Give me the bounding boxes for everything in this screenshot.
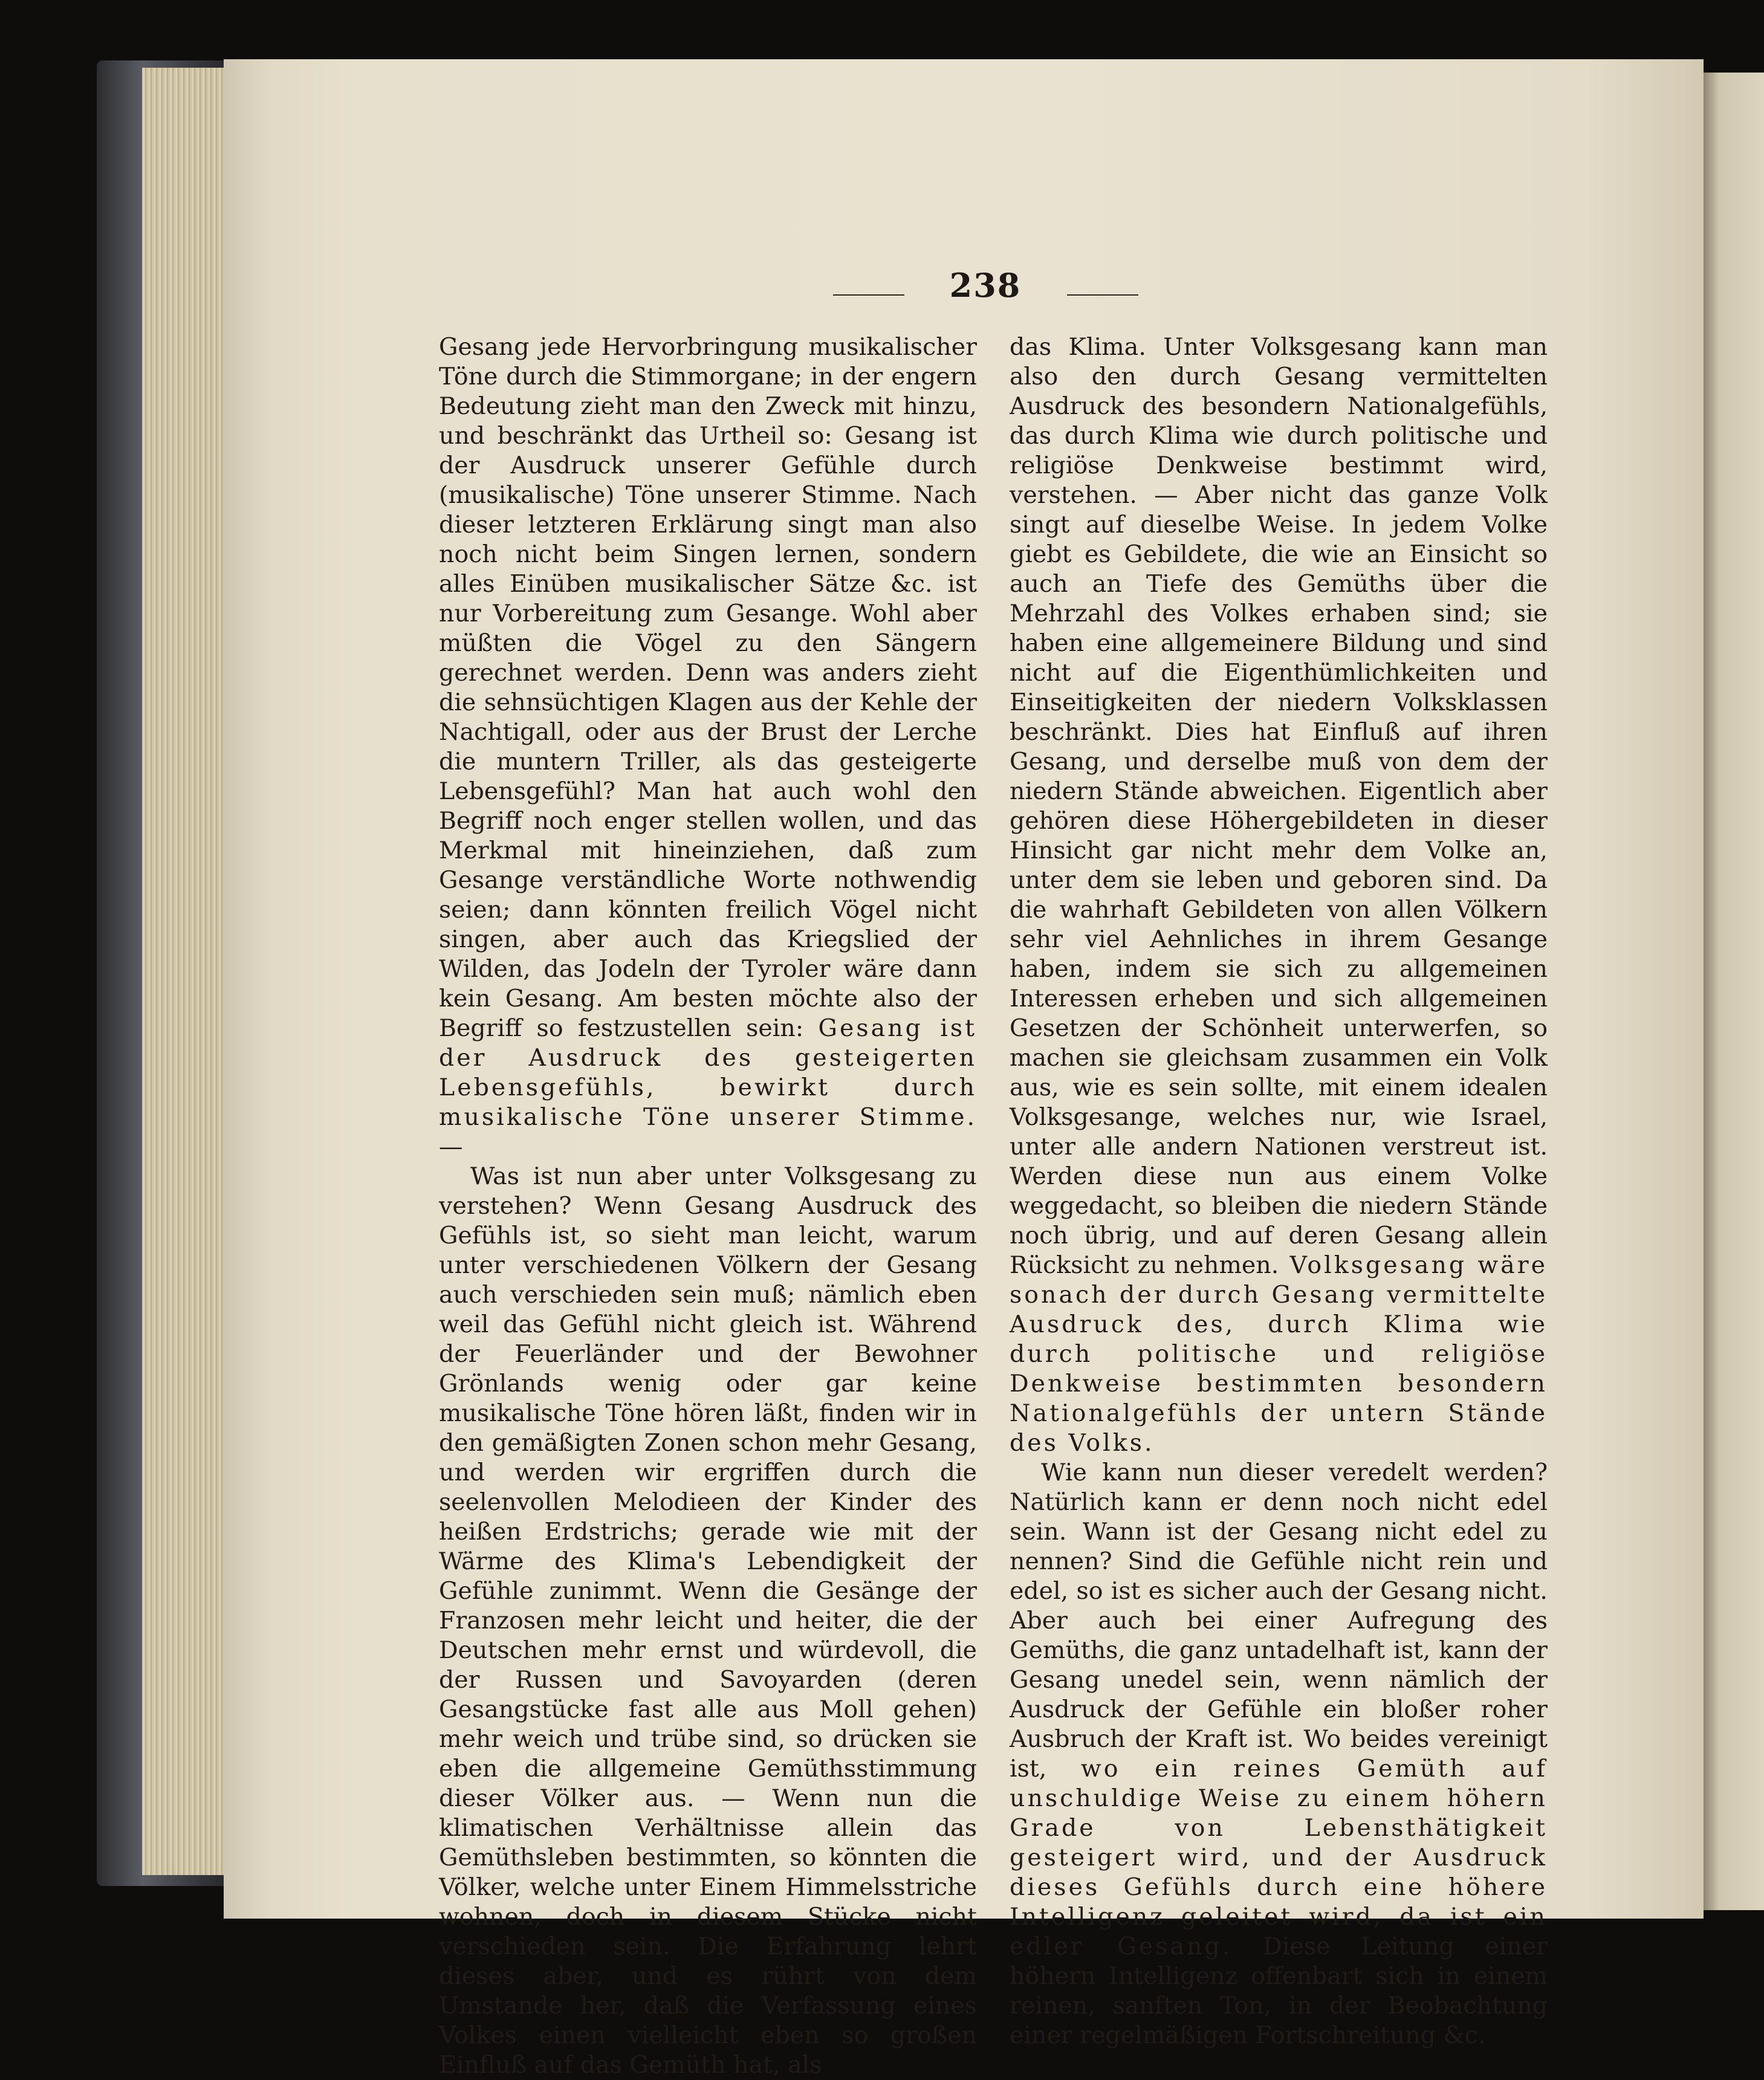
page-number: 238 [949,266,1022,305]
paragraph-text: Gesang jede Hervorbringung musikalischer Töne durch die Stimmorgane; in der engern Bedeutung zieht man den Zweck mit hinzu, und beschränkt das Urtheil so: Gesang ist der Ausdruck unserer Gefühle durch (musikalische) Töne unserer Stimme. Nach dieser letzteren Erklärung singt man also noch nicht beim Singen lernen, sondern alles Einüben musikalischer Sätze &c. ist nur Vorbereitung zum Gesange. Wohl aber müßten die Vögel zu den Sängern gerechnet werden. Denn was anders zieht die sehnsüchtigen Klagen aus der Kehle der Nachtigall, oder aus der Brust der Lerche die muntern Triller, als das gesteigerte Lebensgefühl? Man hat auch wohl den Begriff noch enger stellen wollen, und das Merkmal mit hineinziehen, daß zum Gesange verständliche Worte nothwendig seien; dann könnten freilich Vögel nicht singen, aber auch das Kriegslied der Wilden, das Jodeln der Tyroler wäre dann kein Gesang. Am besten möchte also der Begriff so festzustellen sein: [439,333,977,1042]
paragraph-tail: Diese Leitung einer höhern Intelligenz offenbart sich in einem reinen, sanften Ton, in der Beobachtung einer regelmäßigen Fortschreitung &c. [1010,1933,1548,2049]
right-text-column [1010,332,1548,2050]
emphasized-text: wo ein reines Gemüth auf unschuldige Weise zu einem höhern Grade von Lebensthätigkeit gesteigert wird, und der Ausdruck dieses Gefühls durch eine höhere Intelligenz geleitet wird, da ist ein edler Gesang. [1010,1755,1548,1960]
paragraph-text: das Klima. Unter Volksgesang kann man also den durch Gesang vermittelten Ausdruck des besondern Nationalgefühls, das durch Klima wie durch politische und religiöse Denkweise bestimmt wird, verstehen. — Aber nicht das ganze Volk singt auf dieselbe Weise. In jedem Volke giebt es Gebildete, die wie an Einsicht so auch an Tiefe des Gemüths über die Mehrzahl des Volkes erhaben sind; sie haben eine allgemeinere Bildung und sind nicht auf die Eigenthümlichkeiten und Einseitigkeiten der niedern Volksklassen beschränkt. Dies hat Einfluß auf ihren Gesang, und derselbe muß von dem der niedern Stände abweichen. Eigentlich aber gehören diese Höhergebildeten in dieser Hinsicht gar nicht mehr dem Volke an, unter dem sie leben und geboren sind. Da die wahrhaft Gebildeten von allen Völkern sehr viel Aehnliches in ihrem Gesange haben, indem sie sich zu allgemeinen Interessen erheben und sich allgemeinen Gesetzen der Schönheit unterwerfen, so machen sie gleichsam zusammen ein Volk aus, wie es sein sollte, mit einem idealen Volksgesange, welches nur, wie Israel, unter alle andern Nationen verstreut ist. Werden diese nun aus einem Volke weggedacht, so bleiben die niedern Stände noch übrig, und auf deren Gesang allein Rücksicht zu nehmen. [1010,333,1548,1279]
facing-page-edge [1704,73,1764,1910]
paragraph [1010,332,1548,1458]
paragraph: Was ist nun aber unter Volksgesang zu verstehen? Wenn Gesang Ausdruck des Gefühls ist, so sieht man leicht, warum unter verschiedenen Völkern der Gesang auch verschieden sein muß; nämlich eben weil das Gefühl nicht gleich ist. Während der Feuerländer und der Bewohner Grönlands wenig oder gar keine musikalische Töne hören läßt, finden wir in den gemäßigten Zonen schon mehr Gesang, und werden wir ergriffen durch die seelenvollen Melodieen der Kinder des heißen Erdstrichs; gerade wie mit der Wärme des Klima's Lebendigkeit der Gefühle zunimmt. Wenn die Gesänge der Franzosen mehr leicht und heiter, die der Deutschen mehr ernst und würdevoll, die der Russen und Savoyarden (deren Gesangstücke fast alle aus Moll gehen) mehr weich und trübe sind, so drücken sie eben die allgemeine Gemüthsstimmung dieser Völker aus. — Wenn nun die klimatischen Verhältnisse allein das Gemüthsleben bestimmten, so könnten die Völker, welche unter Einem Himmelsstriche wohnen, doch in diesem Stücke nicht verschieden sein. Die Erfahrung lehrt dieses aber, und es rührt von dem Umstande her, daß die Verfassung eines Volkes einen vielleicht eben so großen Einfluß auf das Gemüth hat, als [439,1162,977,2079]
emphasized-text: Gesang ist der Ausdruck des gesteigerten Lebensgefühls, bewirkt durch musikalische Töne unserer Stimme. [439,1014,977,1131]
paragraph-tail: — [439,1133,463,1161]
paragraph-text: Wie kann nun dieser veredelt werden? Natürlich kann er denn noch nicht edel sein. Wann ist der Gesang nicht edel zu nennen? Sind die Gefühle nicht rein und edel, so ist es sicher auch der Gesang nicht. Aber auch bei einer Aufregung des Gemüths, die ganz untadelhaft ist, kann der Gesang unedel sein, wenn nämlich der Ausdruck der Gefühle ein bloßer roher Ausbruch der Kraft ist. Wo beides vereinigt ist, [1010,1459,1548,1783]
emphasized-text: Volksgesang wäre sonach der durch Gesang vermittelte Ausdruck des, durch Klima wie durch politische und religiöse Denkweise bestimmten besondern Nationalgefühls der untern Stände des Volks. [1010,1251,1548,1457]
header-rule-right [1067,294,1138,296]
paragraph [1010,1458,1548,2050]
header-rule-left [833,294,904,296]
left-text-column [439,332,977,2080]
paragraph [439,332,977,1162]
